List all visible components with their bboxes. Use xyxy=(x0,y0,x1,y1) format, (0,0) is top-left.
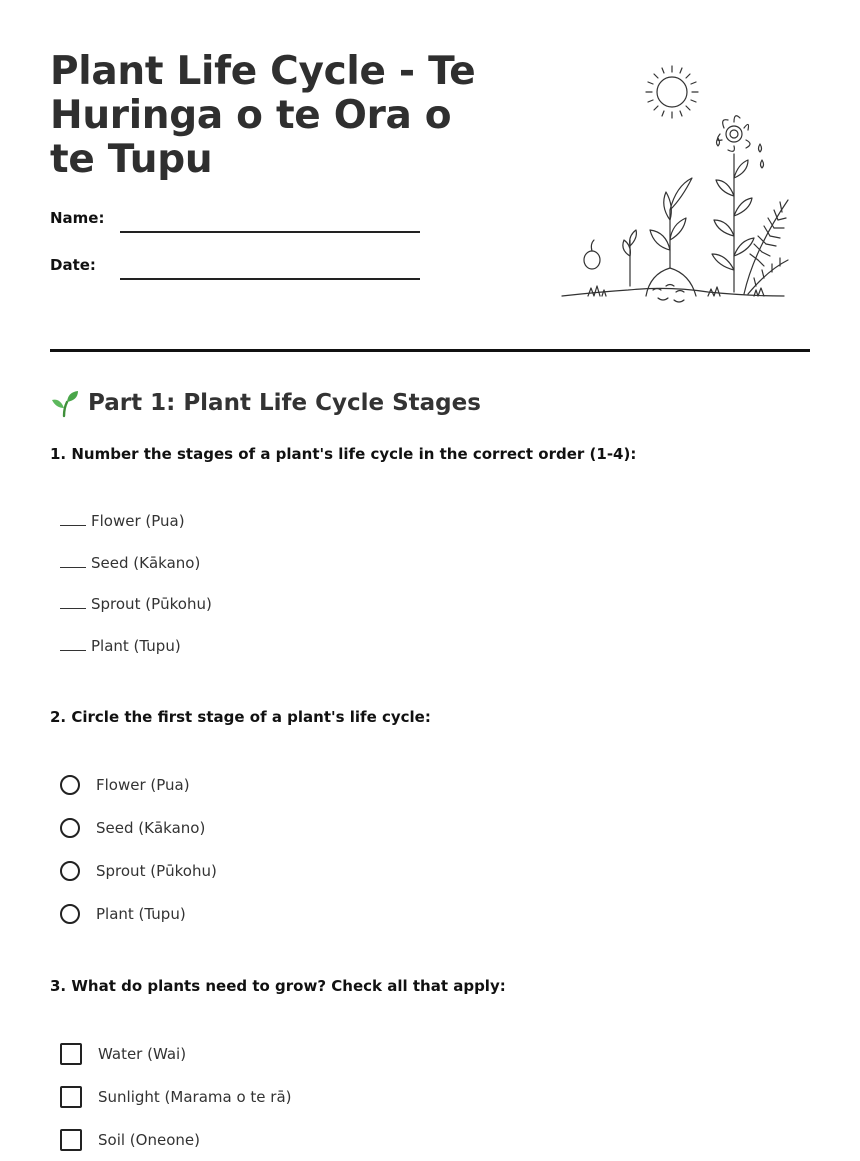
checkbox-option[interactable] xyxy=(60,1086,292,1108)
radio-button[interactable] xyxy=(60,818,80,838)
section-title-text: Part 1: Plant Life Cycle Stages xyxy=(88,390,481,416)
order-blank[interactable] xyxy=(60,650,86,651)
question-3-prompt: 3. What do plants need to grow? Check all that apply: xyxy=(50,977,506,995)
checkbox-option[interactable] xyxy=(60,1129,200,1151)
radio-button[interactable] xyxy=(60,904,80,924)
checkbox[interactable] xyxy=(60,1043,82,1065)
radio-option-label: Seed (Kākano) xyxy=(96,819,206,837)
radio-button[interactable] xyxy=(60,775,80,795)
order-item[interactable] xyxy=(60,512,185,530)
checkbox-option-label: Sunlight (Marama o te rā) xyxy=(98,1088,292,1106)
order-blank[interactable] xyxy=(60,525,86,526)
order-blank[interactable] xyxy=(60,567,86,568)
order-item-label: Sprout (Pūkohu) xyxy=(91,595,212,613)
date-label: Date: xyxy=(50,256,96,274)
radio-option[interactable] xyxy=(60,818,205,838)
order-item-label: Plant (Tupu) xyxy=(91,637,181,655)
plant-life-cycle-illustration xyxy=(558,60,794,310)
fern-icon xyxy=(744,200,788,294)
question-1-prompt: 1. Number the stages of a plant's life cycle in the correct order (1-4): xyxy=(50,445,637,463)
order-item-label: Seed (Kākano) xyxy=(91,554,201,572)
radio-option[interactable] xyxy=(60,775,190,795)
date-field[interactable] xyxy=(120,278,420,280)
seed-icon xyxy=(584,240,600,269)
checkbox[interactable] xyxy=(60,1086,82,1108)
radio-option-label: Sprout (Pūkohu) xyxy=(96,862,217,880)
name-field[interactable] xyxy=(120,231,420,233)
section-title xyxy=(50,386,481,420)
sprout-icon xyxy=(50,388,80,418)
order-item[interactable] xyxy=(60,637,181,655)
flower-stage-icon xyxy=(712,116,764,292)
header-divider xyxy=(50,349,810,352)
checkbox-option-label: Water (Wai) xyxy=(98,1045,187,1063)
radio-option[interactable] xyxy=(60,904,186,924)
sun-icon xyxy=(646,66,698,118)
order-blank[interactable] xyxy=(60,608,86,609)
checkbox[interactable] xyxy=(60,1129,82,1151)
sprout-stage-icon xyxy=(623,230,637,286)
page-title: Plant Life Cycle - Te Huringa o te Ora o te Tupu xyxy=(50,49,476,182)
order-item-label: Flower (Pua) xyxy=(91,512,185,530)
checkbox-option[interactable] xyxy=(60,1043,186,1065)
radio-option-label: Plant (Tupu) xyxy=(96,905,186,923)
name-label: Name: xyxy=(50,209,105,227)
question-2-prompt: 2. Circle the first stage of a plant's life cycle: xyxy=(50,708,431,726)
young-plant-icon xyxy=(646,178,696,302)
radio-option[interactable] xyxy=(60,861,217,881)
radio-option-label: Flower (Pua) xyxy=(96,776,190,794)
checkbox-option-label: Soil (Oneone) xyxy=(98,1131,200,1149)
order-item[interactable] xyxy=(60,554,200,572)
order-item[interactable] xyxy=(60,595,212,613)
radio-button[interactable] xyxy=(60,861,80,881)
